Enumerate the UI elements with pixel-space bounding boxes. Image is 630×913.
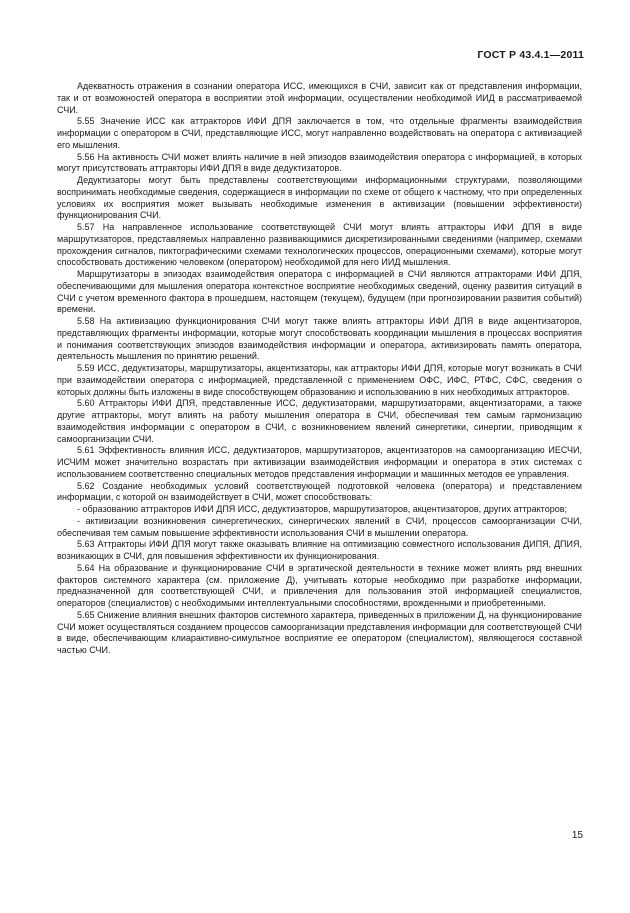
paragraph: 5.60 Аттракторы ИФИ ДПЯ, представленные ИСС, дедуктизаторами, маршрутизаторами, акцентизаторами, а также другие аттракторы, могут влиять на работу мышления оператора в СЧИ, обеспечивая тем самым гармонизацию взаимодействия информации с оператором в СЧИ, с возникновением явлений синергетики, синергии, приводящим к самоорганизации СЧИ.: [57, 398, 582, 444]
paragraph: 5.59 ИСС, дедуктизаторы, маршрутизаторы, акцентизаторы, как аттракторы ИФИ ДПЯ, которые могут возникать в СЧИ при взаимодействии оператора с информацией, представленной с применением ОФС, ИФС, РТФС, СФС, сведения о которых должны быть изложены в виде способствующем образованию и использованию в них необходимых аттракторов.: [57, 363, 582, 397]
paragraph: Дедуктизаторы могут быть представлены соответствующими информационными структурами, позволяющими воспринимать необходимые сведения, содержащиеся в информации по схеме от общего к частному, что при определенных условиях их восприятия может вызывать необходимые изменения в активизации (повышении эффективности) функционирования СЧИ.: [57, 175, 582, 221]
paragraph: 5.56 На активность СЧИ может влиять наличие в ней эпизодов взаимодействия оператора с информацией, в которых могут присутствовать аттракторы ИФИ ДПЯ в виде дедуктизаторов.: [57, 151, 582, 174]
paragraph: Адекватность отражения в сознании оператора ИСС, имеющихся в СЧИ, зависит как от представления информации, так и от возможностей оператора в восприятии этой информации, осуществлении необходимой ИИД в рассматриваемой СЧИ.: [57, 81, 582, 115]
paragraph: 5.65 Снижение влияния внешних факторов системного характера, приведенных в приложении Д, на функционирование СЧИ может осуществляться созданием процессов самоорганизации представления информации для соответствующей СЧИ в виде, обеспечивающим клиарактивно-симультное восприятие ее оператором (специалистом), являющегося составной частью СЧИ.: [57, 609, 582, 655]
paragraph: 5.62 Создание необходимых условий соответствующей подготовкой человека (оператора) и представлением информации, с которой он взаимодействует в СЧИ, может способствовать:: [57, 480, 582, 503]
paragraph: 5.55 Значение ИСС как аттракторов ИФИ ДПЯ заключается в том, что отдельные фрагменты взаимодействия информации с оператором в СЧИ, представляющие ИСС, могут направленно воздействовать на оператора с активизацией его мышления.: [57, 116, 582, 150]
page-number: 15: [571, 830, 583, 841]
standard-header: ГОСТ Р 43.4.1—2011: [477, 49, 584, 61]
paragraph: 5.58 На активизацию функционирования СЧИ могут также влиять аттракторы ИФИ ДПЯ в виде акцентизаторов, представляющих фрагменты информации, которые могут способствовать координации мышления в процессах восприятия и понимания соответствующих эпизодов взаимодействия информации и оператора, активизировать память оператора, деятельность мышления по принятию решений.: [57, 316, 582, 362]
paragraph: - активизации возникновения синергетических, синергических явлений в СЧИ, процессов самоорганизации СЧИ, обеспечивая тем самым повышение эффективности использования СЧИ в мышлении оператора.: [57, 515, 582, 538]
paragraph: 5.61 Эффективность влияния ИСС, дедуктизаторов, маршрутизаторов, акцентизаторов на самоорганизацию ИЕСЧИ, ИСЧИМ может значительно возрастать при активизации взаимодействия информации и оператора в этих системах с использованием соответственно специальных методов представления информации и машинных методов ее управления.: [57, 445, 582, 479]
paragraph: Маршрутизаторы в эпизодах взаимодействия оператора с информацией в СЧИ являются аттракторами ИФИ ДПЯ, обеспечивающими для мышления оператора контекстное восприятие необходимых сведений, оценку развития ситуаций в СЧИ с учетом временного фактора в прошедшем, настоящем (текущем), будущем (при прогнозировании развития событий) времени.: [57, 269, 582, 315]
paragraph: 5.57 На направленное использование соответствующей СЧИ могут влиять аттракторы ИФИ ДПЯ в виде маршрутизаторов, представляемых направленно развивающимися дискретизированными сведениями (например, схемами прохождения сигналов, пиктографическими схемами технологических процессов, операционными схемами), которые могут способствовать достижению человеком (оператором) необходимой для него ИИД мышления.: [57, 222, 582, 268]
paragraph: 5.64 На образование и функционирование СЧИ в эргатической деятельности в технике может влиять ряд внешних факторов системного характера (см. приложение Д), учитывать которые необходимо при разработке информации, предназначенной для соответствующей СЧИ, и привлечения для пользования этой информацией специалистов, операторов (специалистов) с необходимыми интеллектуальными способностями, врожденными и приобретенными.: [57, 562, 582, 608]
paragraph: - образованию аттракторов ИФИ ДПЯ ИСС, дедуктизаторов, маршрутизаторов, акцентизаторов, других аттракторов;: [77, 504, 568, 514]
paragraph: 5.63 Аттракторы ИФИ ДПЯ могут также оказывать влияние на оптимизацию совместного использования ДИПЯ, ДПИЯ, возникающих в СЧИ, для повышения эффективности их функционирования.: [57, 539, 582, 561]
body-text: [57, 81, 582, 657]
